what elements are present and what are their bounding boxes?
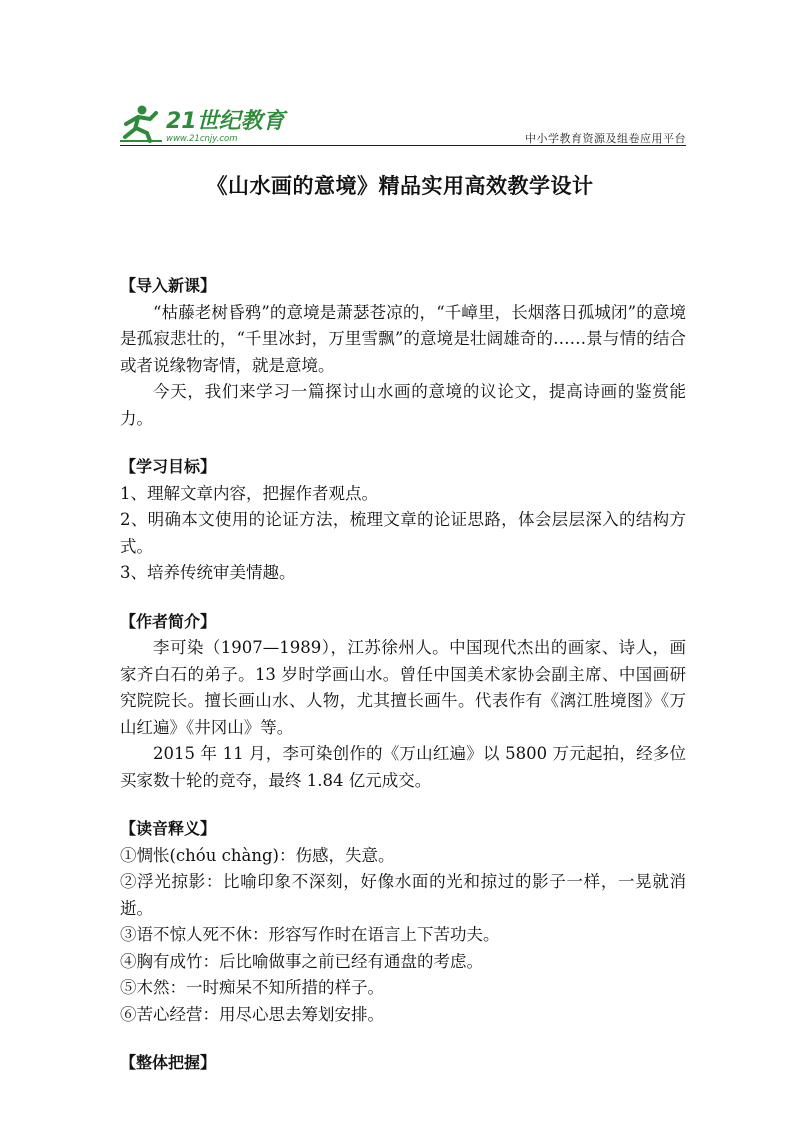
list-item: ⑤木然：一时痴呆不知所措的样子。 (120, 978, 384, 997)
section-heading: 【学习目标】 (120, 457, 217, 476)
paragraph: 今天，我们来学习一篇探讨山水画的意境的议论文，提高诗画的鉴赏能力。 (120, 382, 686, 428)
running-figure-icon (120, 106, 162, 142)
list-item: ③语不惊人死不休：形容写作时在语言上下苦功夫。 (120, 925, 500, 944)
platform-name: 中小学教育资源及组卷应用平台 (525, 132, 686, 145)
paragraph: “枯藤老树昏鸦”的意境是萧瑟苍凉的，“千嶂里，长烟落日孤城闭”的意境是孤寂悲壮的，“千里冰封，万里雪飘”的意境是壮阔雄奇的……景与情的结合或者说缘物寄情，就是意境。 (120, 302, 686, 375)
section-heading: 【作者简介】 (120, 611, 217, 631)
header-rule (120, 145, 686, 146)
list-item: 1、理解文章内容，把握作者观点。 (120, 483, 378, 503)
logo-url: www.21cnjy.com (166, 134, 238, 144)
section-goals (120, 454, 686, 587)
list-item: ⑥苦心经营：用尽心思去筹划安排。 (120, 1004, 384, 1024)
section-intro (120, 273, 686, 432)
section-heading: 【读音释义】 (120, 819, 217, 838)
page-header (120, 104, 686, 146)
paragraph: 李可染（1907—1989），江苏徐州人。中国现代杰出的画家、诗人，画家齐白石的弟子。13 岁时学画山水。曾任中国美术家协会副主席、中国画研究院院长。擅长画山水、人物，尤其擅长画牛。代表作有《漓江胜境图》《万山红遍》《井冈山》等。 (120, 638, 686, 737)
logo-text: 21世纪教育 (166, 109, 285, 134)
list-item: ②浮光掠影：比喻印象不深刻，好像水面的光和掠过的影子一样，一晃就消逝。 (120, 872, 686, 918)
section-vocab (120, 816, 686, 1028)
document-body (120, 273, 686, 1077)
section-overall (120, 1050, 686, 1077)
paragraph: 2015 年 11 月，李可染创作的《万山红遍》以 5800 万元起拍，经多位买家数十轮的竞夺，最终 1.84 亿元成交。 (120, 744, 686, 790)
page-title: 《山水画的意境》精品实用高效教学设计 (206, 174, 594, 198)
list-item: 2、明确本文使用的论证方法，梳理文章的论证思路，体会层层深入的结构方式。 (120, 510, 686, 556)
section-heading: 【导入新课】 (120, 276, 217, 295)
section-author (120, 609, 686, 795)
list-item: ④胸有成竹：后比喻做事之前已经有通盘的考虑。 (120, 951, 483, 971)
21cnjy-logo (120, 104, 290, 144)
list-item: 3、培养传统审美情趣。 (120, 563, 296, 582)
list-item: ①惆怅(chóu chàng)：伤感，失意。 (120, 845, 395, 865)
section-heading: 【整体把握】 (120, 1053, 217, 1072)
